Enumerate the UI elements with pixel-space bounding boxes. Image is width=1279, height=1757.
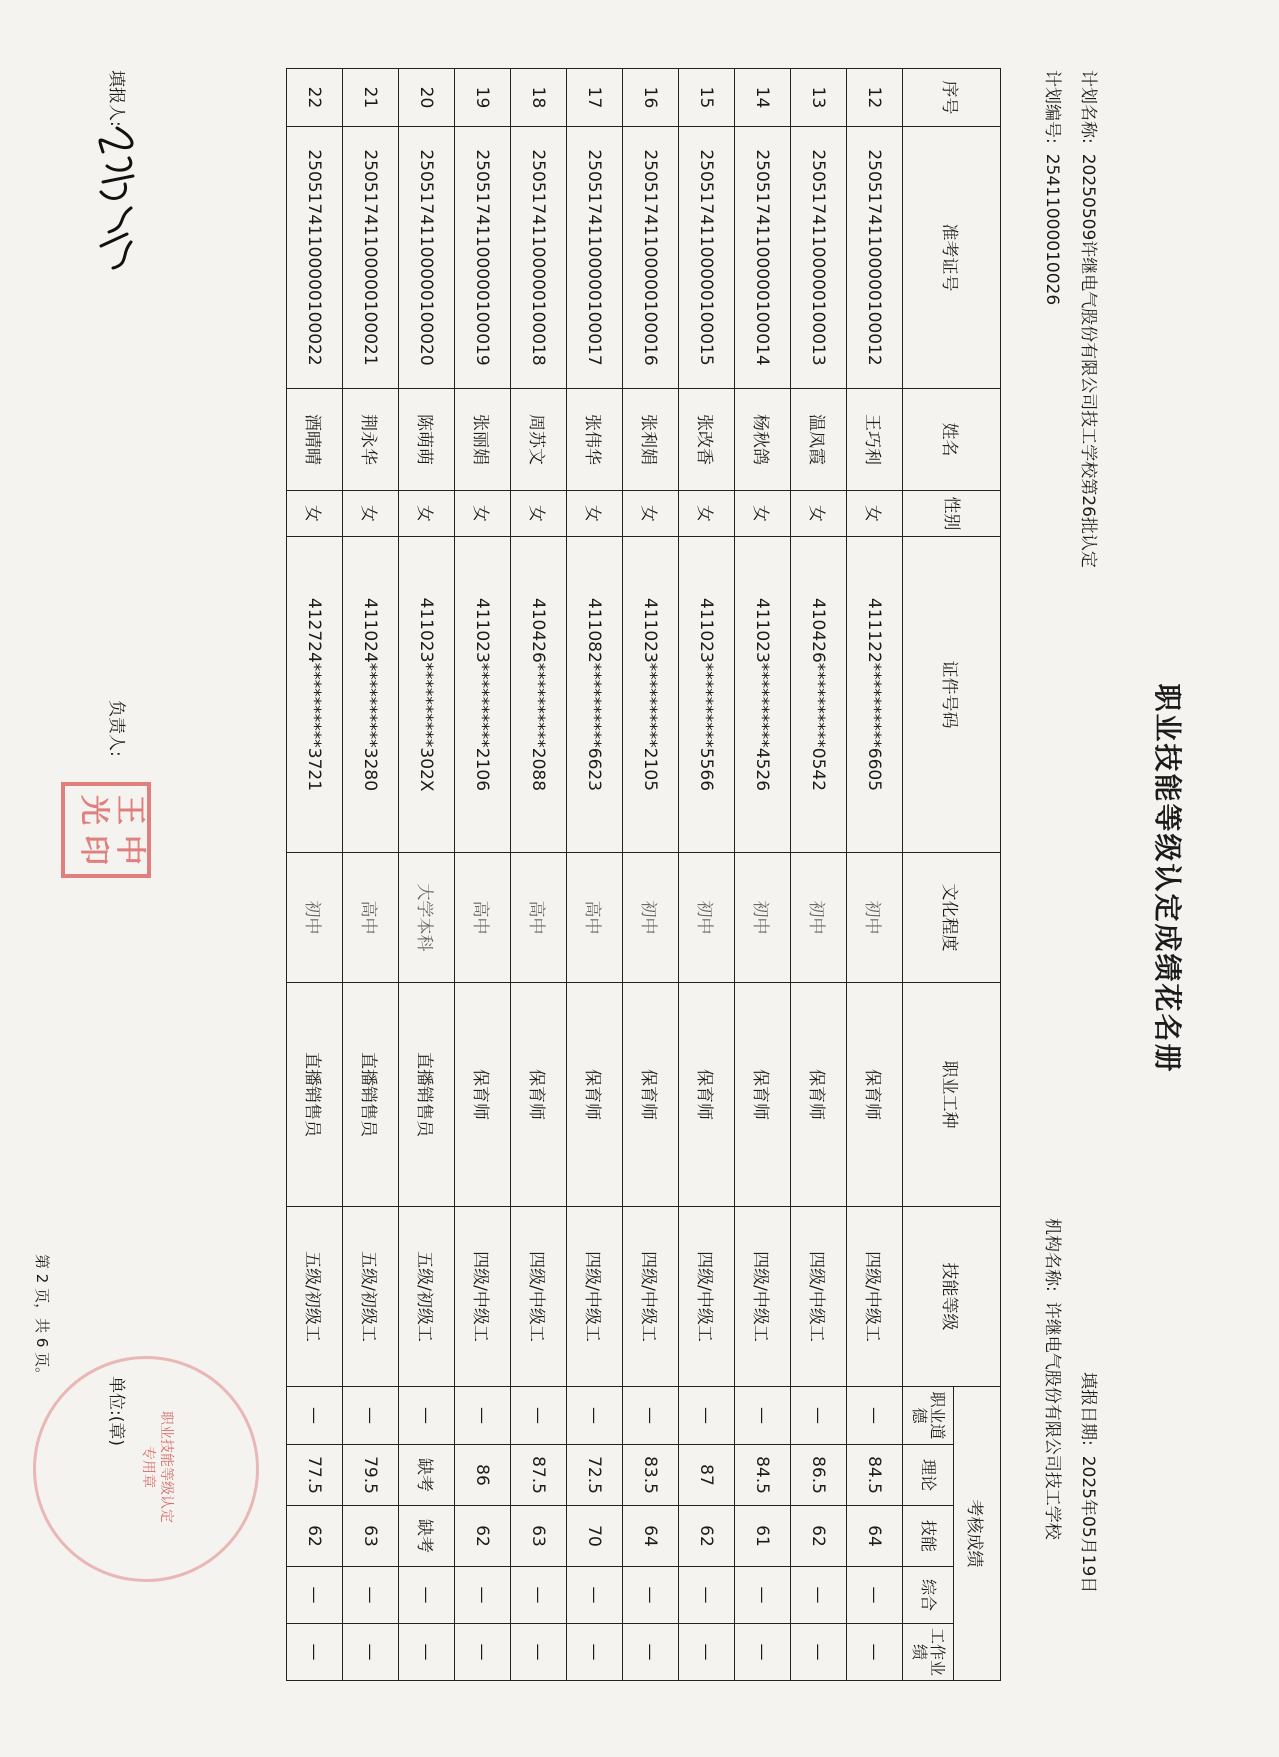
cell-occupation: 保育师 [679, 983, 735, 1207]
cell-id-no: 412724**********3721 [287, 537, 343, 853]
cell-skill: 64 [847, 1506, 903, 1567]
cell-occupation: 保育师 [567, 983, 623, 1207]
cell-overall: — [567, 1567, 623, 1624]
cell-skill: 63 [343, 1506, 399, 1567]
responsible-label: 负责人: [106, 700, 126, 757]
cell-name: 周苏文 [511, 389, 567, 491]
cell-skill-level: 五级/初级工 [399, 1207, 455, 1387]
cell-gender: 女 [679, 491, 735, 537]
cell-id-no: 410426**********0542 [791, 537, 847, 853]
header-name: 姓名 [903, 389, 1001, 491]
cell-gender: 女 [343, 491, 399, 537]
cell-admission-no: 25051741100000100018 [511, 127, 567, 389]
cell-overall: — [679, 1567, 735, 1624]
table-row [847, 69, 903, 1681]
cell-seq: 16 [623, 69, 679, 127]
cell-ethics: — [847, 1387, 903, 1445]
cell-overall: — [791, 1567, 847, 1624]
table-row [455, 69, 511, 1681]
cell-ethics: — [455, 1387, 511, 1445]
cell-seq: 14 [735, 69, 791, 127]
table-row [623, 69, 679, 1681]
cell-id-no: 411023**********4526 [735, 537, 791, 853]
header-performance: 工作业绩 [903, 1624, 954, 1681]
table-row [343, 69, 399, 1681]
cell-overall: — [847, 1567, 903, 1624]
cell-overall: — [287, 1567, 343, 1624]
cell-ethics: — [567, 1387, 623, 1445]
cell-theory: 84.5 [847, 1445, 903, 1506]
table-row [399, 69, 455, 1681]
cell-theory: 77.5 [287, 1445, 343, 1506]
cell-occupation: 保育师 [455, 983, 511, 1207]
cell-theory: 缺考 [399, 1445, 455, 1506]
cell-theory: 87 [679, 1445, 735, 1506]
cell-admission-no: 25051741100000100012 [847, 127, 903, 389]
cell-skill: 62 [455, 1506, 511, 1567]
cell-admission-no: 25051741100000100017 [567, 127, 623, 389]
cell-education: 大学本科 [399, 853, 455, 983]
org-label: 机构名称: [1042, 1218, 1062, 1292]
fill-date-value: 2025年05月19日 [1078, 1455, 1098, 1594]
plan-name-value: 20250509许继电气股份有限公司技工学校第26批认定 [1078, 153, 1098, 568]
cell-performance: — [623, 1624, 679, 1681]
cell-name: 张伟华 [567, 389, 623, 491]
cell-skill: 70 [567, 1506, 623, 1567]
cell-performance: — [287, 1624, 343, 1681]
cell-education: 高中 [455, 853, 511, 983]
header-skill: 技能 [903, 1506, 954, 1567]
cell-overall: — [623, 1567, 679, 1624]
cell-occupation: 直播销售员 [343, 983, 399, 1207]
cell-admission-no: 25051741100000100014 [735, 127, 791, 389]
seal-char-4: 印 [76, 835, 111, 865]
filler-label: 填报人: [106, 70, 126, 127]
cell-overall: — [511, 1567, 567, 1624]
cell-seq: 12 [847, 69, 903, 127]
cell-skill-level: 五级/初级工 [287, 1207, 343, 1387]
cell-name: 张丽娟 [455, 389, 511, 491]
table-row [791, 69, 847, 1681]
seal-char-3: 光 [76, 795, 111, 825]
cell-skill: 64 [623, 1506, 679, 1567]
cell-gender: 女 [735, 491, 791, 537]
cell-name: 张改香 [679, 389, 735, 491]
cell-seq: 19 [455, 69, 511, 127]
cell-overall: — [399, 1567, 455, 1624]
cell-id-no: 411023**********2105 [623, 537, 679, 853]
cell-admission-no: 25051741100000100015 [679, 127, 735, 389]
cell-theory: 84.5 [735, 1445, 791, 1506]
cell-education: 初中 [623, 853, 679, 983]
cell-skill: 63 [511, 1506, 567, 1567]
cell-skill-level: 四级/中级工 [791, 1207, 847, 1387]
plan-number [1042, 70, 1067, 305]
cell-occupation: 保育师 [791, 983, 847, 1207]
cell-ethics: — [511, 1387, 567, 1445]
cell-admission-no: 25051741100000100022 [287, 127, 343, 389]
cell-name: 荆永华 [343, 389, 399, 491]
cell-ethics: — [735, 1387, 791, 1445]
cell-id-no: 411023**********2106 [455, 537, 511, 853]
cell-occupation: 保育师 [735, 983, 791, 1207]
table-row [511, 69, 567, 1681]
header-gender: 性别 [903, 491, 1001, 537]
cell-skill-level: 四级/中级工 [847, 1207, 903, 1387]
cell-occupation: 直播销售员 [399, 983, 455, 1207]
table-row [567, 69, 623, 1681]
seal-char-2: 中 [112, 835, 147, 865]
header-skill-level: 技能等级 [903, 1207, 1001, 1387]
stamp-line-1: 职业技能等级认定 [158, 1411, 174, 1523]
cell-admission-no: 25051741100000100013 [791, 127, 847, 389]
cell-education: 高中 [567, 853, 623, 983]
cell-skill: 62 [287, 1506, 343, 1567]
cell-gender: 女 [399, 491, 455, 537]
cell-theory: 72.5 [567, 1445, 623, 1506]
cell-seq: 13 [791, 69, 847, 127]
cell-education: 高中 [511, 853, 567, 983]
cell-id-no: 411082**********6623 [567, 537, 623, 853]
cell-theory: 86 [455, 1445, 511, 1506]
org-value: 许继电气股份有限公司技工学校 [1042, 1301, 1062, 1540]
cell-ethics: — [679, 1387, 735, 1445]
cell-education: 初中 [735, 853, 791, 983]
cell-theory: 79.5 [343, 1445, 399, 1506]
cell-skill-level: 四级/中级工 [567, 1207, 623, 1387]
cell-performance: — [343, 1624, 399, 1681]
cell-name: 酒晴晴 [287, 389, 343, 491]
header-ethics: 职业道德 [903, 1387, 954, 1445]
cell-seq: 18 [511, 69, 567, 127]
personal-seal [61, 782, 151, 878]
cell-admission-no: 25051741100000100020 [399, 127, 455, 389]
plan-name-label: 计划名称: [1078, 70, 1098, 144]
cell-skill-level: 四级/中级工 [623, 1207, 679, 1387]
plan-name [1078, 70, 1103, 568]
header-theory: 理论 [903, 1445, 954, 1506]
header-admission-no: 准考证号 [903, 127, 1001, 389]
score-roster-table [286, 68, 1001, 1681]
cell-performance: — [455, 1624, 511, 1681]
cell-education: 初中 [791, 853, 847, 983]
cell-occupation: 直播销售员 [287, 983, 343, 1207]
cell-skill: 62 [791, 1506, 847, 1567]
header-id-no: 证件号码 [903, 537, 1001, 853]
cell-gender: 女 [847, 491, 903, 537]
cell-overall: — [735, 1567, 791, 1624]
cell-name: 王巧利 [847, 389, 903, 491]
cell-id-no: 410426**********2088 [511, 537, 567, 853]
cell-seq: 17 [567, 69, 623, 127]
cell-ethics: — [623, 1387, 679, 1445]
header-seq: 序号 [903, 69, 1001, 127]
cell-skill-level: 四级/中级工 [735, 1207, 791, 1387]
cell-skill: 61 [735, 1506, 791, 1567]
cell-skill-level: 四级/中级工 [511, 1207, 567, 1387]
header-overall: 综合 [903, 1567, 954, 1624]
cell-ethics: — [791, 1387, 847, 1445]
cell-occupation: 保育师 [511, 983, 567, 1207]
cell-ethics: — [343, 1387, 399, 1445]
cell-overall: — [343, 1567, 399, 1624]
filler-signature-image [91, 122, 147, 272]
cell-performance: — [679, 1624, 735, 1681]
seal-char-1: 王 [112, 795, 147, 825]
table-row [735, 69, 791, 1681]
cell-id-no: 411024**********3280 [343, 537, 399, 853]
header-education: 文化程度 [903, 853, 1001, 983]
cell-name: 杨秋鸽 [735, 389, 791, 491]
cell-seq: 22 [287, 69, 343, 127]
organization [1042, 1218, 1067, 1540]
cell-theory: 83.5 [623, 1445, 679, 1506]
cell-skill: 62 [679, 1506, 735, 1567]
cell-gender: 女 [455, 491, 511, 537]
cell-id-no: 411122**********6605 [847, 537, 903, 853]
cell-gender: 女 [623, 491, 679, 537]
table-body [287, 69, 903, 1681]
cell-performance: — [847, 1624, 903, 1681]
cell-skill-level: 四级/中级工 [679, 1207, 735, 1387]
fill-date-label: 填报日期: [1078, 1372, 1098, 1446]
cell-admission-no: 25051741100000100016 [623, 127, 679, 389]
cell-occupation: 保育师 [847, 983, 903, 1207]
cell-ethics: — [399, 1387, 455, 1445]
cell-performance: — [511, 1624, 567, 1681]
page-title: 职业技能等级认定成绩花名册 [1151, 683, 1184, 1074]
plan-number-value: 25411000010026 [1042, 153, 1062, 306]
official-stamp-text [139, 1392, 175, 1542]
cell-id-no: 411023**********302X [399, 537, 455, 853]
cell-seq: 20 [399, 69, 455, 127]
fill-date [1078, 1372, 1103, 1593]
cell-overall: — [455, 1567, 511, 1624]
cell-admission-no: 25051741100000100019 [455, 127, 511, 389]
cell-gender: 女 [511, 491, 567, 537]
cell-performance: — [791, 1624, 847, 1681]
cell-seq: 15 [679, 69, 735, 127]
cell-admission-no: 25051741100000100021 [343, 127, 399, 389]
cell-gender: 女 [287, 491, 343, 537]
cell-education: 初中 [287, 853, 343, 983]
cell-name: 温凤霞 [791, 389, 847, 491]
cell-gender: 女 [791, 491, 847, 537]
cell-id-no: 411023**********5566 [679, 537, 735, 853]
cell-education: 初中 [847, 853, 903, 983]
cell-name: 陈萌萌 [399, 389, 455, 491]
header-scores-group: 考核成绩 [954, 1387, 1001, 1681]
page-info: 第 2 页，共 6 页。 [33, 1254, 51, 1383]
unit-label: 单位:(章) [106, 1376, 126, 1446]
cell-theory: 87.5 [511, 1445, 567, 1506]
cell-seq: 21 [343, 69, 399, 127]
header-occupation: 职业工种 [903, 983, 1001, 1207]
cell-theory: 86.5 [791, 1445, 847, 1506]
cell-skill-level: 四级/中级工 [455, 1207, 511, 1387]
cell-occupation: 保育师 [623, 983, 679, 1207]
plan-number-label: 计划编号: [1042, 70, 1062, 144]
table-header [903, 69, 1001, 1681]
cell-ethics: — [287, 1387, 343, 1445]
cell-skill: 缺考 [399, 1506, 455, 1567]
table-row [287, 69, 343, 1681]
cell-skill-level: 五级/初级工 [343, 1207, 399, 1387]
cell-education: 高中 [343, 853, 399, 983]
cell-performance: — [567, 1624, 623, 1681]
cell-education: 初中 [679, 853, 735, 983]
cell-name: 张利娟 [623, 389, 679, 491]
cell-performance: — [399, 1624, 455, 1681]
table-row [679, 69, 735, 1681]
stamp-line-2: 专用章 [140, 1446, 156, 1488]
cell-gender: 女 [567, 491, 623, 537]
cell-performance: — [735, 1624, 791, 1681]
